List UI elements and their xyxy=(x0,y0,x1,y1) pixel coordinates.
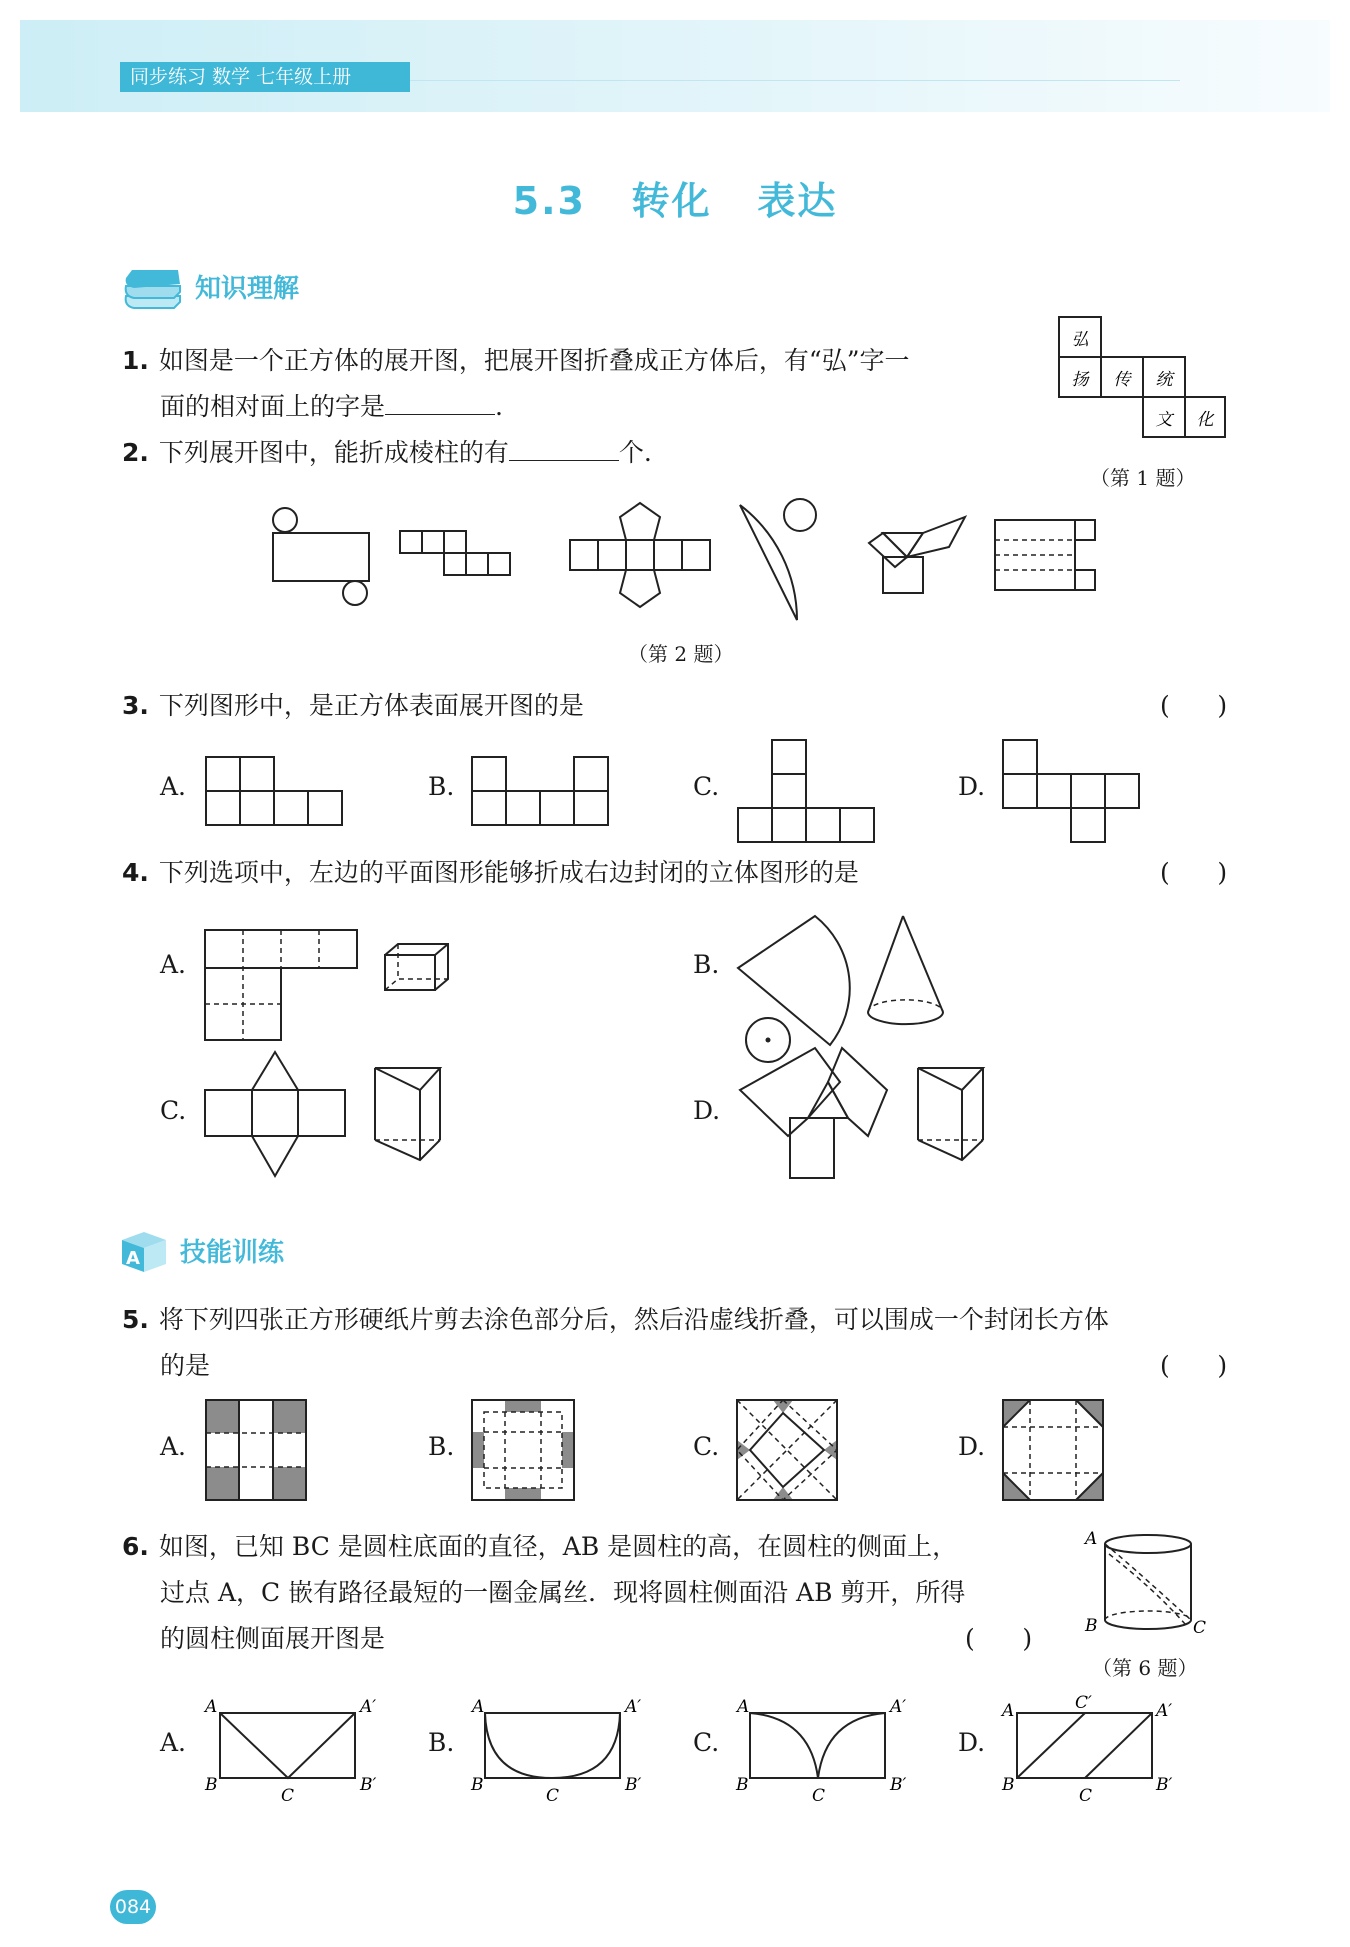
question-number: 1. xyxy=(122,346,149,375)
point-label: B xyxy=(736,1775,749,1795)
option-label: A. xyxy=(160,950,187,979)
question-text: 将下列四张正方形硬纸片剪去涂色部分后，然后沿虚线折叠，可以围成一个封闭长方体 xyxy=(158,1305,1109,1334)
figure-caption: （第 1 题） xyxy=(1090,466,1196,490)
option-label: A. xyxy=(160,1432,187,1461)
net-char: 传 xyxy=(1113,370,1131,390)
question-text: . xyxy=(495,392,503,421)
section-knowledge: 知识理解 xyxy=(195,274,300,304)
question-text: 如图，已知 BC 是圆柱底面的直径，AB 是圆柱的高，在圆柱的侧面上， xyxy=(158,1532,958,1561)
point-label: A xyxy=(1085,1529,1098,1549)
point-label: B xyxy=(1002,1775,1015,1795)
option-label: C. xyxy=(160,1096,187,1125)
svg-text:A: A xyxy=(126,1248,140,1269)
question-5-line2: 的是 xyxy=(160,1351,211,1380)
point-label: A′ xyxy=(625,1697,642,1717)
answer-parentheses[interactable]: ( ) xyxy=(1160,1351,1228,1380)
point-label: B′ xyxy=(890,1775,907,1795)
question-number: 6. xyxy=(122,1532,149,1561)
option-label: B. xyxy=(428,1432,455,1461)
option-label: C. xyxy=(693,1432,720,1461)
point-label: B xyxy=(1085,1616,1098,1636)
point-label: B′ xyxy=(360,1775,377,1795)
option-label: B. xyxy=(693,950,720,979)
option-label: A. xyxy=(160,772,187,801)
point-label: B′ xyxy=(1156,1775,1173,1795)
question-text: 个. xyxy=(618,438,652,467)
question-text: 下列选项中，左边的平面图形能够折成右边封闭的立体图形的是 xyxy=(158,858,859,887)
option-label: D. xyxy=(958,1432,986,1461)
point-label: C xyxy=(812,1786,826,1806)
option-label: C. xyxy=(693,772,720,801)
answer-parentheses[interactable]: ( ) xyxy=(1160,858,1228,887)
point-label: A xyxy=(737,1697,750,1717)
question-number: 4. xyxy=(122,858,149,887)
point-label: A′ xyxy=(360,1697,377,1717)
section-skills: 技能训练 xyxy=(180,1238,285,1268)
page-number: 084 xyxy=(110,1890,156,1924)
question-number: 3. xyxy=(122,691,149,720)
question-text: 下列展开图中，能折成棱柱的有 xyxy=(158,438,509,467)
net-char: 弘 xyxy=(1071,330,1089,350)
book-header: 同步练习 数学 七年级上册 xyxy=(120,62,410,92)
answer-parentheses[interactable]: ( ) xyxy=(1160,691,1228,720)
option-label: B. xyxy=(428,1728,455,1757)
point-label: B xyxy=(205,1775,218,1795)
option-label: D. xyxy=(693,1096,721,1125)
question-6-line3: 的圆柱侧面展开图是 xyxy=(160,1624,386,1653)
question-text: 面的相对面上的字是 xyxy=(160,392,386,421)
net-char: 统 xyxy=(1155,370,1173,390)
point-label: A xyxy=(1002,1701,1015,1721)
point-label: C xyxy=(1193,1618,1207,1638)
question-6-line2: 过点 A，C 嵌有路径最短的一圈金属丝．现将圆柱侧面沿 AB 剪开，所得 xyxy=(160,1578,966,1607)
option-label: D. xyxy=(958,1728,986,1757)
question-text: 如图是一个正方体的展开图，把展开图折叠成正方体后，有“弘”字一 xyxy=(158,346,910,375)
point-label: C′ xyxy=(1075,1693,1092,1713)
page-title: 5.3 转化 表达 xyxy=(512,179,838,223)
question-number: 5. xyxy=(122,1305,149,1334)
point-label: B′ xyxy=(625,1775,642,1795)
point-label: A xyxy=(205,1697,218,1717)
option-label: B. xyxy=(428,772,455,801)
point-label: B xyxy=(471,1775,484,1795)
answer-parentheses[interactable]: ( ) xyxy=(965,1624,1033,1653)
point-label: C xyxy=(1079,1786,1093,1806)
figure-caption: （第 6 题） xyxy=(1092,1656,1198,1680)
point-label: C xyxy=(281,1786,295,1806)
question-text: 下列图形中，是正方体表面展开图的是 xyxy=(158,691,584,720)
point-label: A′ xyxy=(890,1697,907,1717)
option-label: C. xyxy=(693,1728,720,1757)
point-label: A xyxy=(472,1697,485,1717)
point-label: C xyxy=(546,1786,560,1806)
option-label: A. xyxy=(160,1728,187,1757)
net-char: 文 xyxy=(1155,410,1173,430)
figure-caption: （第 2 题） xyxy=(628,642,734,666)
net-char: 扬 xyxy=(1071,370,1089,390)
option-label: D. xyxy=(958,772,986,801)
question-number: 2. xyxy=(122,438,149,467)
net-char: 化 xyxy=(1196,410,1214,430)
point-label: A′ xyxy=(1156,1701,1173,1721)
